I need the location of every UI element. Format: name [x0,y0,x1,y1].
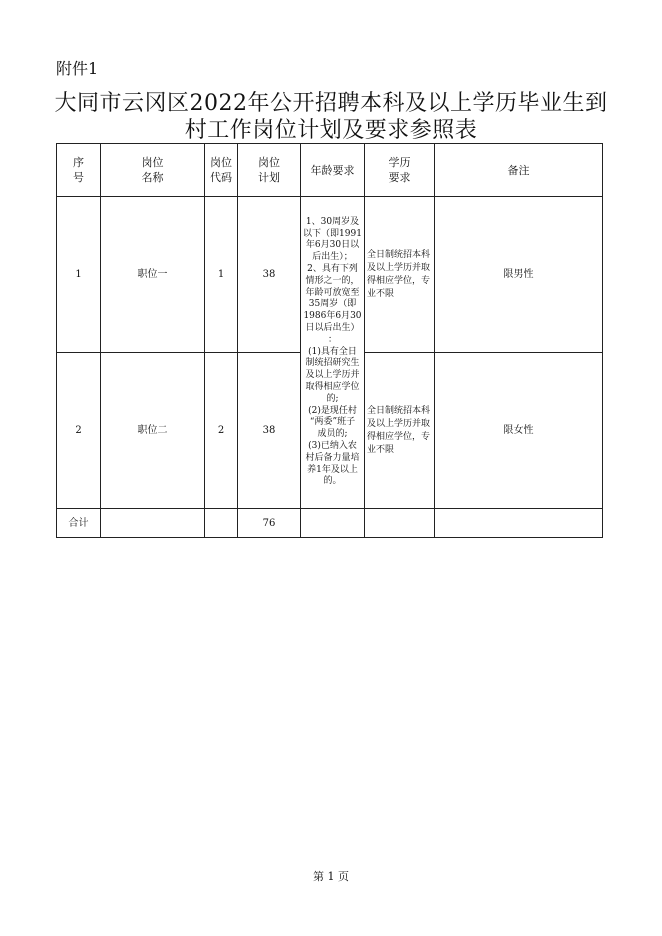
cell-note: 限男性 [435,197,603,353]
total-empty [365,509,435,538]
header-education: 学历 要求 [365,144,435,197]
header-note: 备注 [435,144,603,197]
total-empty [435,509,603,538]
cell-post-name: 职位二 [101,353,205,509]
cell-note: 限女性 [435,353,603,509]
cell-post-plan: 38 [238,197,301,353]
positions-table [56,143,603,538]
cell-age-requirement: 1、30周岁及 以下（即1991 年6月30日以 后出生）； 2、具有下列 情形之一的， 年龄可放宽至 35周岁（即 1986年6月30 日以后出生） ： (1)具有全日 制统招研究生 及以上学历并 取得相应学位 的; (2)是现任村 “两委”班子 成员的; (3)已纳入农 村后备力量培 养1年及以上 的。 [301,197,365,509]
cell-post-plan: 38 [238,353,301,509]
cell-education: 全日制统招本科及以上学历并取得相应学位，专业不限 [365,353,435,509]
cell-post-code: 1 [205,197,238,353]
header-post-name: 岗位 名称 [101,144,205,197]
header-post-code: 岗位 代码 [205,144,238,197]
table-row [57,197,603,353]
cell-education: 全日制统招本科及以上学历并取得相应学位，专业不限 [365,197,435,353]
header-age: 年龄要求 [301,144,365,197]
total-empty [301,509,365,538]
attachment-label: 附件1 [56,59,99,78]
cell-seq: 1 [57,197,101,353]
cell-post-code: 2 [205,353,238,509]
cell-seq: 2 [57,353,101,509]
table-header-row [57,144,603,197]
total-empty [101,509,205,538]
total-row [57,509,603,538]
header-post-plan: 岗位 计划 [238,144,301,197]
total-label: 合计 [57,509,101,538]
page-number: 第 1 页 [313,870,349,883]
total-empty [205,509,238,538]
document-title-line2: 村工作岗位计划及要求参照表 [184,118,478,143]
header-seq: 序 号 [57,144,101,197]
total-plan: 76 [238,509,301,538]
cell-post-name: 职位一 [101,197,205,353]
document-title-line1: 大同市云冈区2022年公开招聘本科及以上学历毕业生到 [54,91,608,116]
